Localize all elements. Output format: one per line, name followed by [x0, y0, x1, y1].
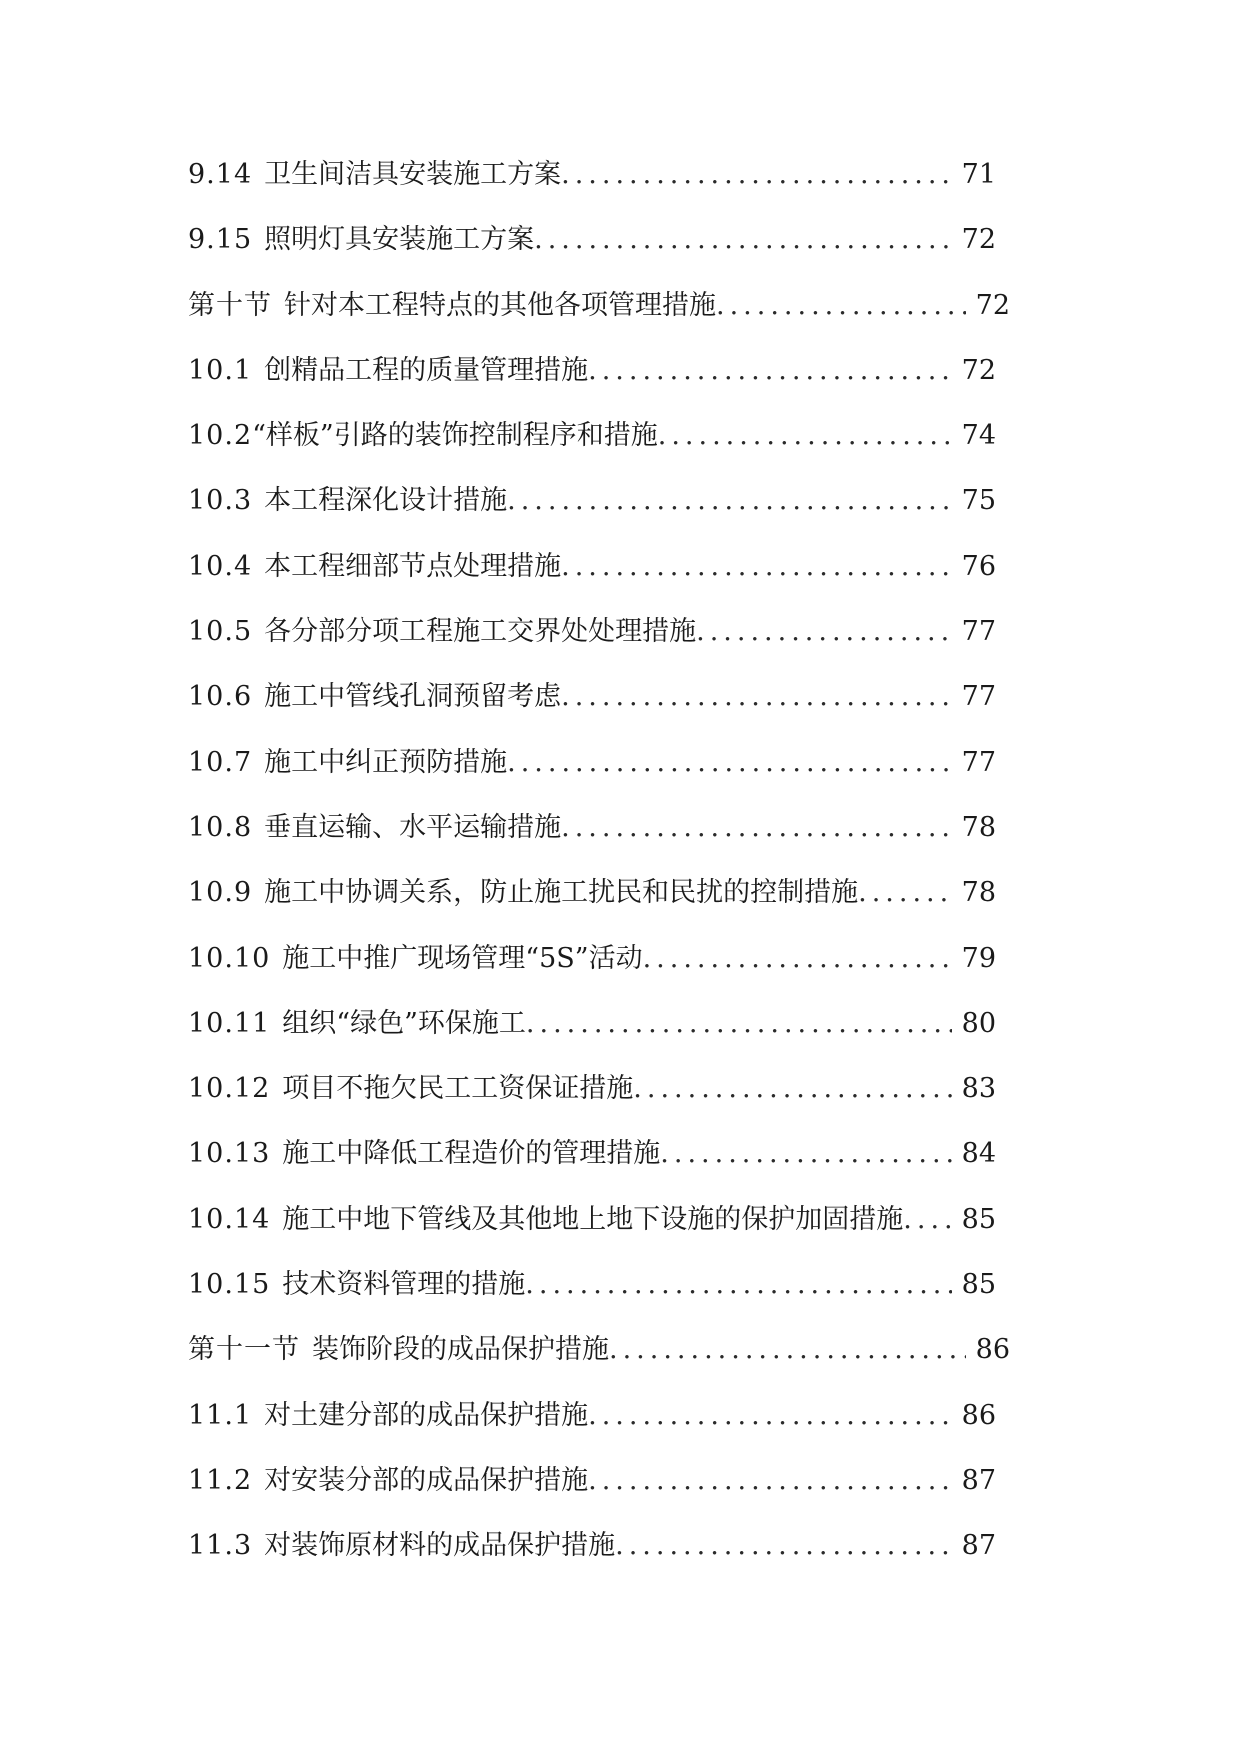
toc-entry[interactable]: [188, 286, 1010, 351]
toc-entry-page-number: 80: [961, 1007, 996, 1039]
toc-entry-number: 10.7: [188, 746, 253, 778]
toc-entry-page-number: 78: [961, 877, 996, 909]
toc-entry-page-number: 77: [961, 681, 996, 713]
toc-entry-page-number: 87: [961, 1464, 996, 1496]
toc-entry-title: 本工程细部节点处理措施: [264, 550, 562, 582]
toc-entry-title: 项目不拖欠民工工资保证措施: [282, 1073, 634, 1105]
toc-entry[interactable]: [188, 939, 1010, 1004]
toc-entry-page-number: 84: [961, 1138, 996, 1170]
toc-entry-number: 11.1: [188, 1399, 253, 1431]
toc-entry-number: 10.5: [188, 616, 253, 648]
toc-entry[interactable]: [188, 220, 1010, 285]
toc-entry-number: 11.3: [188, 1530, 253, 1562]
toc-dot-leader: [696, 612, 952, 652]
toc-entry-page-number: 86: [961, 1399, 996, 1431]
toc-entry-page-number: 75: [961, 485, 996, 517]
toc-entry[interactable]: [188, 1461, 1010, 1526]
toc-entry-number: 10.10: [188, 942, 271, 974]
toc-entry[interactable]: [188, 808, 1010, 873]
toc-entry-title: 针对本工程特点的其他各项管理措施: [284, 289, 716, 321]
toc-dot-leader: [588, 1396, 952, 1436]
toc-entry-number: 第十一节: [188, 1334, 300, 1366]
toc-entry[interactable]: [188, 351, 1010, 416]
toc-dot-leader: [615, 1526, 952, 1566]
toc-entry-title: 施工中降低工程造价的管理措施: [282, 1138, 661, 1170]
toc-entry-title: 垂直运输、水平运输措施: [264, 811, 562, 843]
toc-entry[interactable]: [188, 1200, 1010, 1265]
toc-entry[interactable]: [188, 416, 1010, 481]
toc-entry-title: 照明灯具安装施工方案: [264, 224, 535, 256]
toc-entry-page-number: 71: [961, 159, 996, 190]
toc-entry-number: 9.15: [188, 224, 253, 256]
toc-entry-title: 对装饰原材料的成品保护措施: [264, 1530, 616, 1562]
toc-entry[interactable]: [188, 1069, 1010, 1134]
toc-entry-number: 10.15: [188, 1269, 271, 1301]
toc-dot-leader: [643, 939, 952, 979]
toc-entry-number: 11.2: [188, 1464, 253, 1496]
toc-dot-leader: [903, 1200, 951, 1240]
toc-dot-leader: [561, 677, 952, 717]
toc-entry-number: 10.11: [188, 1007, 271, 1039]
toc-dot-leader: [633, 1069, 951, 1109]
toc-entry[interactable]: [188, 677, 1010, 742]
toc-dot-leader: [858, 873, 952, 913]
toc-entry[interactable]: [188, 155, 1010, 220]
toc-entry[interactable]: [188, 1004, 1010, 1069]
toc-entry-number: 10.12: [188, 1073, 271, 1105]
toc-entry[interactable]: [188, 1134, 1010, 1199]
toc-entry-number: 10.4: [188, 550, 253, 582]
toc-entry-title: 创精品工程的质量管理措施: [264, 354, 589, 386]
toc-dot-leader: [588, 351, 952, 391]
toc-entry-page-number: 72: [961, 354, 996, 386]
toc-dot-leader: [609, 1330, 966, 1370]
toc-entry-number: 10.3: [188, 485, 253, 517]
toc-dot-leader: [660, 1134, 951, 1174]
toc-entry-page-number: 77: [961, 616, 996, 648]
table-of-contents: [188, 155, 1010, 1592]
toc-entry-page-number: 85: [961, 1269, 996, 1301]
toc-entry-title: 技术资料管理的措施: [282, 1269, 526, 1301]
toc-entry-page-number: 77: [961, 746, 996, 778]
toc-entry-number: 10.13: [188, 1138, 271, 1170]
toc-entry-number: 9.14: [188, 159, 253, 190]
toc-entry-number: 10.9: [188, 877, 253, 909]
toc-dot-leader: [526, 1004, 952, 1044]
toc-entry-title: 施工中协调关系，防止施工扰民和民扰的控制措施: [264, 877, 859, 909]
toc-dot-leader: [588, 1461, 952, 1501]
toc-dot-leader: [561, 808, 952, 848]
toc-entry-title: “样板”引路的装饰控制程序和措施: [252, 420, 658, 452]
toc-entry[interactable]: [188, 481, 1010, 546]
toc-entry-title: 施工中地下管线及其他地上地下设施的保护加固措施: [282, 1203, 904, 1235]
toc-entry-title: 各分部分项工程施工交界处处理措施: [264, 616, 697, 648]
toc-entry-title: 对土建分部的成品保护措施: [264, 1399, 589, 1431]
toc-entry[interactable]: [188, 1265, 1010, 1330]
toc-entry-title: 对安装分部的成品保护措施: [264, 1464, 589, 1496]
toc-entry[interactable]: [188, 1526, 1010, 1591]
toc-dot-leader: [658, 416, 952, 456]
toc-entry-number: 10.6: [188, 681, 253, 713]
toc-dot-leader: [507, 481, 952, 521]
toc-entry-title: 卫生间洁具安装施工方案: [264, 159, 562, 190]
toc-entry-page-number: 74: [961, 420, 996, 452]
toc-entry-page-number: 72: [961, 224, 996, 256]
toc-entry[interactable]: [188, 547, 1010, 612]
toc-entry[interactable]: [188, 612, 1010, 677]
toc-dot-leader: [716, 286, 966, 326]
toc-dot-leader: [561, 155, 952, 195]
toc-entry-page-number: 83: [961, 1073, 996, 1105]
toc-entry-number: 第十节: [188, 289, 272, 321]
toc-entry-title: 本工程深化设计措施: [264, 485, 508, 517]
toc-entry[interactable]: [188, 743, 1010, 808]
toc-entry-title: 施工中推广现场管理“5S”活动: [282, 942, 643, 974]
toc-entry-number: 10.8: [188, 811, 253, 843]
toc-entry-number: 10.14: [188, 1203, 271, 1235]
toc-entry-page-number: 87: [961, 1530, 996, 1562]
toc-entry-page-number: 79: [961, 942, 996, 974]
toc-entry[interactable]: [188, 1396, 1010, 1461]
toc-entry-page-number: 78: [961, 811, 996, 843]
toc-entry-title: 施工中管线孔洞预留考虑: [264, 681, 562, 713]
toc-entry-page-number: 85: [961, 1203, 996, 1235]
toc-dot-leader: [507, 743, 952, 783]
toc-dot-leader: [561, 547, 952, 587]
toc-entry-page-number: 86: [975, 1334, 1010, 1366]
toc-dot-leader: [525, 1265, 951, 1305]
toc-entry[interactable]: [188, 873, 1010, 938]
toc-dot-leader: [534, 220, 952, 260]
toc-entry-title: 组织“绿色”环保施工: [282, 1007, 526, 1039]
toc-entry-title: 施工中纠正预防措施: [264, 746, 508, 778]
toc-entry[interactable]: [188, 1330, 1010, 1395]
toc-entry-title: 装饰阶段的成品保护措施: [312, 1334, 609, 1366]
toc-entry-page-number: 72: [975, 289, 1010, 321]
toc-entry-page-number: 76: [961, 550, 996, 582]
toc-entry-number: 10.2: [188, 420, 253, 452]
toc-entry-number: 10.1: [188, 354, 253, 386]
